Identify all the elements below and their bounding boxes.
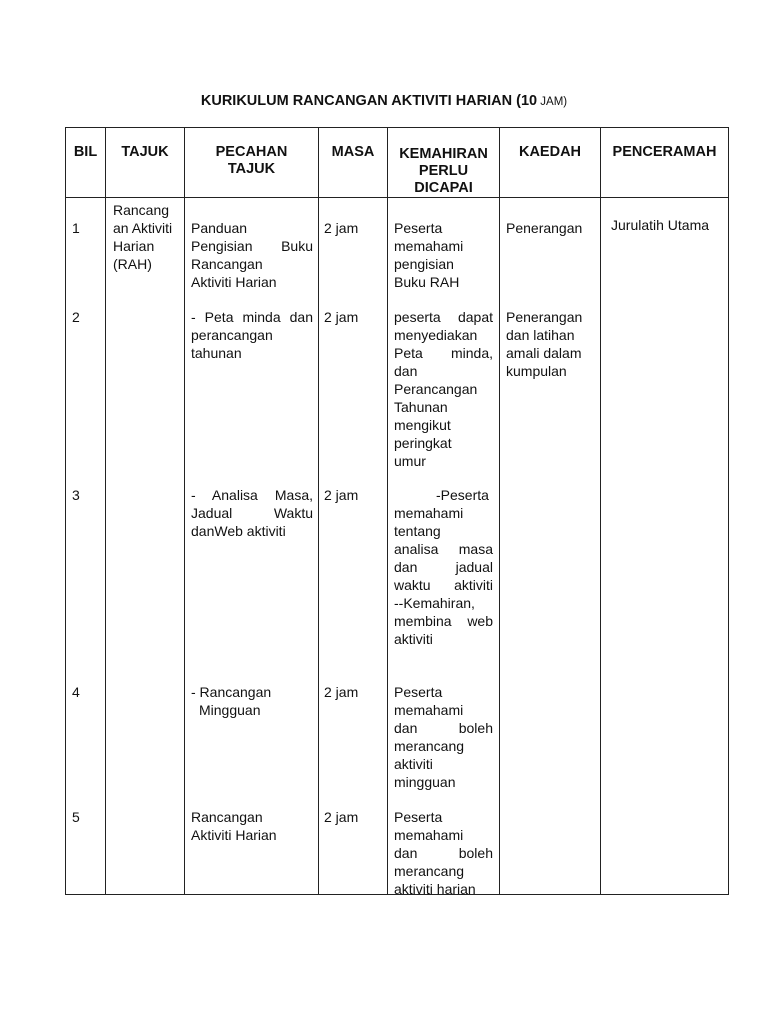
masa-4: 2 jam	[324, 684, 359, 700]
kemahiran-1: Peserta memahami pengisian Buku RAH	[394, 220, 464, 290]
header-bil: BIL	[66, 128, 106, 198]
header-tajuk: TAJUK	[106, 128, 185, 198]
column-kaedah	[500, 198, 601, 895]
pecahan-3: - Analisa Masa, Jadual Waktu danWeb aktiviti	[191, 487, 313, 539]
table-header-row	[66, 128, 729, 198]
header-kaedah: KAEDAH	[500, 128, 601, 198]
page-title	[0, 93, 768, 109]
masa-3: 2 jam	[324, 487, 359, 503]
penceramah-text: Jurulatih Utama	[611, 217, 710, 233]
header-masa: MASA	[319, 128, 388, 198]
kemahiran-4: Peserta memahami dan boleh merancang aktiviti mingguan	[394, 684, 493, 790]
pecahan-2: - Peta minda dan perancangan tahunan	[191, 309, 313, 361]
masa-5: 2 jam	[324, 809, 359, 825]
curriculum-table	[65, 127, 729, 895]
column-pecahan-tajuk	[185, 198, 319, 895]
column-penceramah	[601, 198, 729, 895]
bil-1: 1	[72, 220, 80, 236]
kemahiran-3: -Peserta memahami tentang analisa masa dan jadual waktu aktiviti --Kemahiran, membina web aktiviti	[394, 487, 493, 647]
page-title-unit: JAM)	[537, 96, 568, 108]
header-kemahiran: KEMAHIRAN PERLU DICAPAI	[388, 128, 500, 198]
tajuk-text: Rancang an Aktiviti Harian (RAH)	[113, 202, 173, 272]
masa-1: 2 jam	[324, 220, 359, 236]
page-title-main: KURIKULUM RANCANGAN AKTIVITI HARIAN (10	[200, 93, 538, 109]
bil-3: 3	[72, 487, 80, 503]
table-body-row	[66, 198, 729, 895]
bil-5: 5	[72, 809, 80, 825]
masa-2: 2 jam	[324, 309, 359, 325]
bil-2: 2	[72, 309, 80, 325]
pecahan-1: Panduan Pengisian Buku Rancangan Aktiviti Harian	[191, 220, 313, 290]
kemahiran-2: peserta dapat menyediakan Peta minda, dan Perancangan Tahunan mengikut peringkat umur	[394, 309, 493, 469]
bil-4: 4	[72, 684, 80, 700]
column-masa	[319, 198, 388, 895]
header-pecahan-tajuk: PECAHAN TAJUK	[185, 128, 319, 198]
kaedah-1: Penerangan	[506, 220, 583, 236]
kaedah-2: Penerangan dan latihan amali dalam kumpulan	[506, 309, 583, 379]
column-tajuk	[106, 198, 185, 895]
column-kemahiran	[388, 198, 500, 895]
column-bil	[66, 198, 106, 895]
kemahiran-5: Peserta memahami dan boleh merancang aktiviti harian	[394, 809, 493, 897]
pecahan-5: Rancangan Aktiviti Harian	[191, 809, 277, 843]
header-penceramah: PENCERAMAH	[601, 128, 729, 198]
pecahan-4: - Rancangan Mingguan	[191, 684, 272, 718]
